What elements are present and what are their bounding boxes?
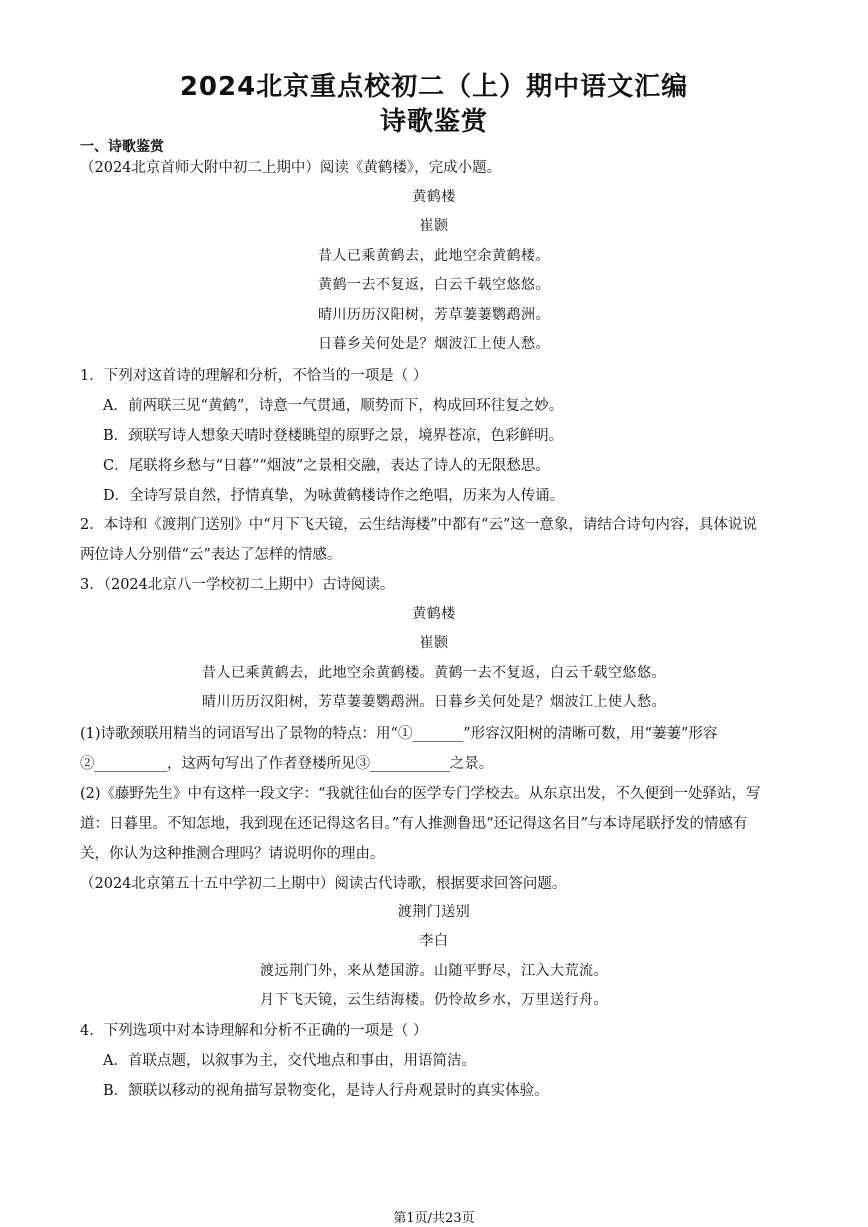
document-title: 2024北京重点校初二（上）期中语文汇编 — [179, 72, 689, 102]
poem-line: 昔人已乘黄鹤去，此地空余黄鹤楼。 — [318, 248, 550, 264]
question-1: 1．下列对这首诗的理解和分析，不恰当的一项是（ ） — [80, 368, 428, 384]
poem-title: 黄鹤楼 — [412, 189, 456, 205]
question-3: 3．（2024北京八一学校初二上期中）古诗阅读。 — [80, 577, 395, 593]
poem-line: 黄鹤一去不复返，白云千载空悠悠。 — [318, 277, 550, 293]
sub-question-2-cont: 关，你认为这种推测合理吗？请说明你的理由。 — [80, 846, 385, 862]
poem-line: 月下飞天镜，云生结海楼。仍怜故乡水，万里送行舟。 — [260, 992, 608, 1008]
question-2: 2．本诗和《渡荆门送别》中“月下飞天镜，云生结海楼”中都有“云”这一意象，请结合诗句内容，具体说说 — [80, 517, 757, 533]
poem-author: 崔颢 — [419, 218, 449, 234]
option-c: C．尾联将乡愁与“日暮”“烟波”之景相交融，表达了诗人的无限愁思。 — [103, 458, 550, 474]
option-d: D．全诗写景自然，抒情真挚，为咏黄鹤楼诗作之绝唱，历来为人传诵。 — [103, 488, 565, 504]
section-heading: 一、诗歌鉴赏 — [80, 139, 164, 155]
sub-question-2: (2)《藤野先生》中有这样一段文字：“我就往仙台的医学专门学校去。从东京出发，不久便到一处驿站，写 — [80, 786, 761, 802]
poem-line: 日暮乡关何处是？烟波江上使人愁。 — [318, 336, 550, 352]
sub-question-2-cont: 道：日暮里。不知怎地，我到现在还记得这名目。”有人推测鲁迅“还记得这名目”与本诗尾联抒发的情感有 — [80, 816, 748, 832]
sub-question-1-cont: ②__________，这两句写出了作者登楼所见③___________之景。 — [80, 756, 494, 772]
question-4: 4．下列选项中对本诗理解和分析不正确的一项是（ ） — [80, 1023, 428, 1039]
poem-line: 渡远荆门外，来从楚国游。山随平野尽，江入大荒流。 — [260, 963, 608, 979]
poem-title: 渡荆门送别 — [397, 904, 471, 920]
option-b: B．颈联写诗人想象天晴时登楼眺望的原野之景，境界苍凉，色彩鲜明。 — [103, 428, 564, 444]
poem-author: 李白 — [419, 933, 449, 949]
question-2-cont: 两位诗人分别借“云”表达了怎样的情感。 — [80, 547, 342, 563]
option-a: A．前两联三见“黄鹤”，诗意一气贯通，顺势而下，构成回环往复之妙。 — [103, 398, 564, 414]
option-a: A．首联点题，以叙事为主，交代地点和事由，用语简洁。 — [103, 1053, 476, 1069]
document-subtitle: 诗歌鉴赏 — [379, 107, 488, 137]
option-b: B．颔联以移动的视角描写景物变化，是诗人行舟观景时的真实体验。 — [103, 1083, 549, 1099]
poem-author: 崔颢 — [419, 635, 449, 651]
source-note-3: （2024北京第五十五中学初二上期中）阅读古代诗歌，根据要求回答问题。 — [80, 876, 567, 892]
poem-title: 黄鹤楼 — [412, 606, 456, 622]
source-note-1: （2024北京首师大附中初二上期中）阅读《黄鹤楼》，完成小题。 — [80, 160, 502, 176]
poem-line: 昔人已乘黄鹤去，此地空余黄鹤楼。黄鹤一去不复返，白云千载空悠悠。 — [202, 665, 666, 681]
sub-question-1: (1)诗歌颈联用精当的词语写出了景物的特点：用“①_______”形容汉阳树的清晰可数，用“萋萋”形容 — [80, 726, 718, 742]
poem-line: 晴川历历汉阳树，芳草萋萋鹦鹉洲。 — [318, 307, 550, 323]
page-number: 第1页/共23页 — [393, 1211, 475, 1226]
poem-line: 晴川历历汉阳树，芳草萋萋鹦鹉洲。日暮乡关何处是？烟波江上使人愁。 — [202, 694, 666, 710]
